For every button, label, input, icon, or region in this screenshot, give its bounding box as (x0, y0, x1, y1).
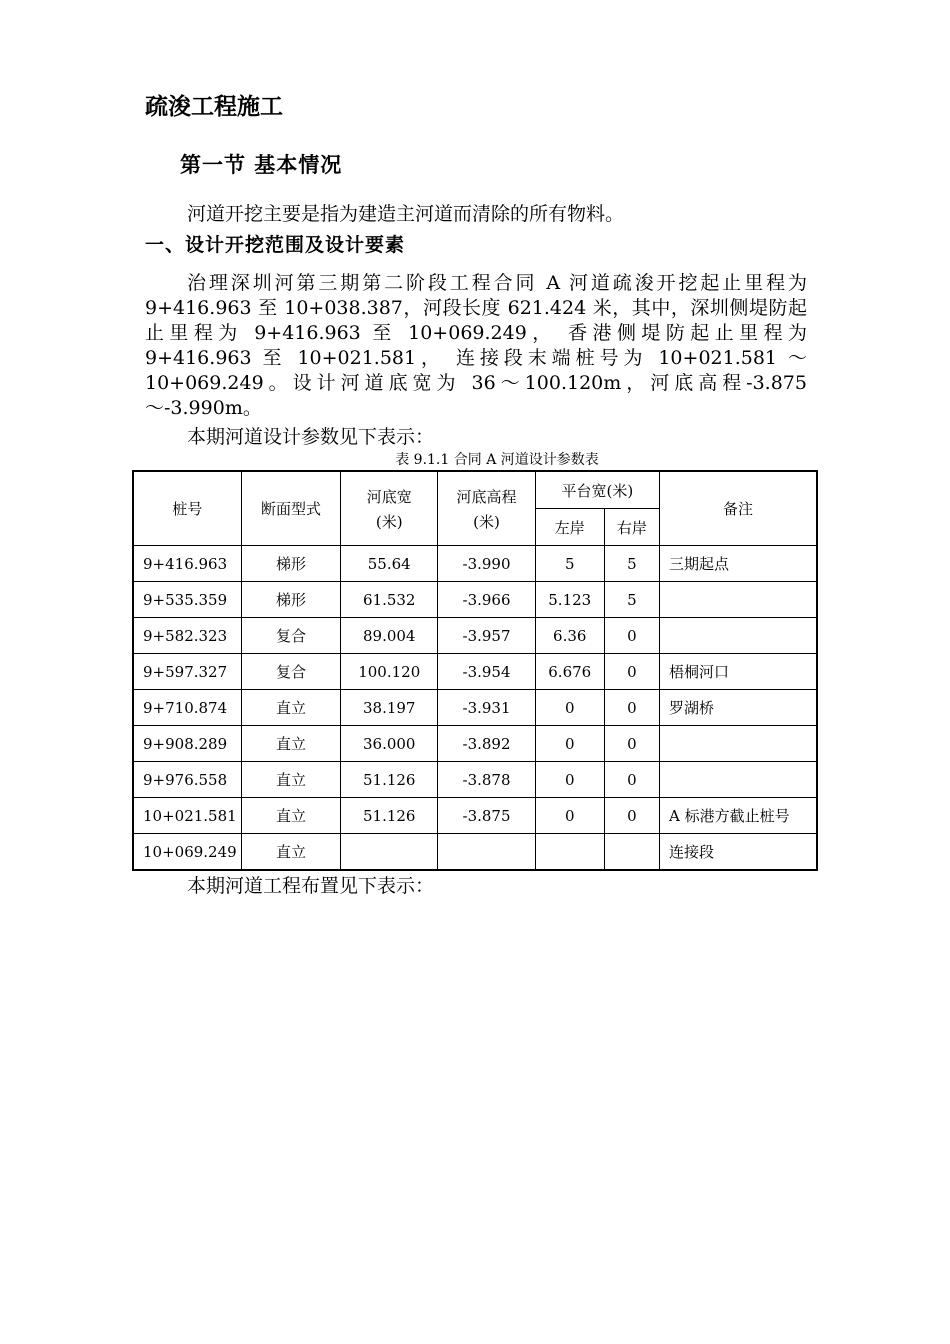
cell-stake: 9+710.874 (133, 690, 241, 726)
table-row (133, 582, 817, 618)
header-bed-elevation-label: 河底高程 (456, 487, 517, 506)
cell-section-type: 直立 (241, 726, 340, 762)
cell-right-bank: 5 (604, 546, 659, 582)
intro-paragraph: 河道开挖主要是指为建造主河道而清除的所有物料。 (187, 203, 625, 225)
header-platform-width: 平台宽(米) (535, 471, 659, 509)
cell-stake: 9+908.289 (133, 726, 241, 762)
header-remark: 备注 (660, 471, 818, 546)
cell-bed-width: 61.532 (341, 582, 438, 618)
section-heading: 第一节 基本情况 (180, 153, 343, 177)
cell-bed-width: 51.126 (341, 762, 438, 798)
cell-remark (660, 762, 818, 798)
design-parameters-table (132, 470, 818, 871)
cell-left-bank: 6.676 (535, 654, 604, 690)
header-bed-width (341, 471, 438, 546)
cell-right-bank: 0 (604, 618, 659, 654)
table-row (133, 618, 817, 654)
table-row (133, 690, 817, 726)
header-section-type: 断面型式 (241, 471, 340, 546)
cell-stake: 9+416.963 (133, 546, 241, 582)
cell-bed-elevation: -3.931 (438, 690, 535, 726)
cell-remark: 连接段 (660, 834, 818, 871)
cell-section-type: 梯形 (241, 582, 340, 618)
subsection-heading: 一、设计开挖范围及设计要素 (145, 234, 406, 256)
cell-left-bank: 0 (535, 762, 604, 798)
cell-section-type: 直立 (241, 690, 340, 726)
cell-stake: 10+021.581 (133, 798, 241, 834)
cell-bed-elevation: -3.990 (438, 546, 535, 582)
cell-stake: 9+582.323 (133, 618, 241, 654)
table-intro-text: 本期河道设计参数见下表示： (187, 426, 435, 448)
table-row (133, 654, 817, 690)
cell-bed-width: 36.000 (341, 726, 438, 762)
header-left-bank: 左岸 (535, 509, 604, 546)
cell-bed-width: 51.126 (341, 798, 438, 834)
cell-left-bank: 0 (535, 690, 604, 726)
cell-remark: 三期起点 (660, 546, 818, 582)
cell-bed-width (341, 834, 438, 871)
header-stake: 桩号 (133, 471, 241, 546)
cell-remark: 梧桐河口 (660, 654, 818, 690)
cell-right-bank: 0 (604, 762, 659, 798)
cell-bed-elevation: -3.878 (438, 762, 535, 798)
table-row (133, 798, 817, 834)
document-title: 疏浚工程施工 (145, 94, 283, 120)
cell-right-bank: 0 (604, 726, 659, 762)
cell-section-type: 梯形 (241, 546, 340, 582)
cell-bed-width: 100.120 (341, 654, 438, 690)
cell-left-bank: 6.36 (535, 618, 604, 654)
cell-left-bank: 5 (535, 546, 604, 582)
cell-remark: A 标港方截止桩号 (660, 798, 818, 834)
cell-right-bank: 0 (604, 798, 659, 834)
header-bed-elevation (438, 471, 535, 546)
cell-stake: 9+976.558 (133, 762, 241, 798)
cell-stake: 9+535.359 (133, 582, 241, 618)
cell-bed-width: 89.004 (341, 618, 438, 654)
table-caption: 表 9.1.1 合同 A 河道设计参数表 (395, 452, 599, 468)
cell-bed-width: 38.197 (341, 690, 438, 726)
table-row (133, 726, 817, 762)
header-right-bank: 右岸 (604, 509, 659, 546)
header-bed-width-unit: (米) (375, 512, 403, 531)
cell-left-bank (535, 834, 604, 871)
table-row (133, 762, 817, 798)
cell-section-type: 直立 (241, 834, 340, 871)
cell-section-type: 直立 (241, 762, 340, 798)
cell-section-type: 直立 (241, 798, 340, 834)
cell-left-bank: 0 (535, 726, 604, 762)
table-row (133, 546, 817, 582)
cell-section-type: 复合 (241, 654, 340, 690)
cell-left-bank: 5.123 (535, 582, 604, 618)
cell-bed-elevation: -3.957 (438, 618, 535, 654)
cell-remark (660, 726, 818, 762)
cell-section-type: 复合 (241, 618, 340, 654)
cell-bed-elevation: -3.875 (438, 798, 535, 834)
cell-stake: 10+069.249 (133, 834, 241, 871)
cell-bed-elevation: -3.966 (438, 582, 535, 618)
cell-right-bank (604, 834, 659, 871)
cell-remark (660, 618, 818, 654)
layout-intro-text: 本期河道工程布置见下表示： (187, 875, 435, 897)
cell-bed-elevation: -3.892 (438, 726, 535, 762)
cell-right-bank: 0 (604, 690, 659, 726)
cell-right-bank: 5 (604, 582, 659, 618)
table-row (133, 834, 817, 871)
scope-paragraph: 治理深圳河第三期第二阶段工程合同 A 河道疏浚开挖起止里程为 9+416.963 至 10+038.387，河段长度 621.424 米，其中，深圳侧堤防起止里程为 9+416.963 至 10+069.249， 香港侧堤防起止里程为 9+416.963 至 10+021.581， 连接段末端桩号为 10+021.581 ～ 10+069.249。设计河道底宽为 36～100.120m，河底高程-3.875～-3.990m。 (145, 272, 807, 419)
cell-remark: 罗湖桥 (660, 690, 818, 726)
cell-right-bank: 0 (604, 654, 659, 690)
cell-left-bank: 0 (535, 798, 604, 834)
cell-bed-elevation: -3.954 (438, 654, 535, 690)
header-bed-width-label: 河底宽 (366, 487, 412, 506)
cell-bed-elevation (438, 834, 535, 871)
cell-stake: 9+597.327 (133, 654, 241, 690)
cell-bed-width: 55.64 (341, 546, 438, 582)
cell-remark (660, 582, 818, 618)
header-bed-elevation-unit: (米) (473, 512, 500, 531)
